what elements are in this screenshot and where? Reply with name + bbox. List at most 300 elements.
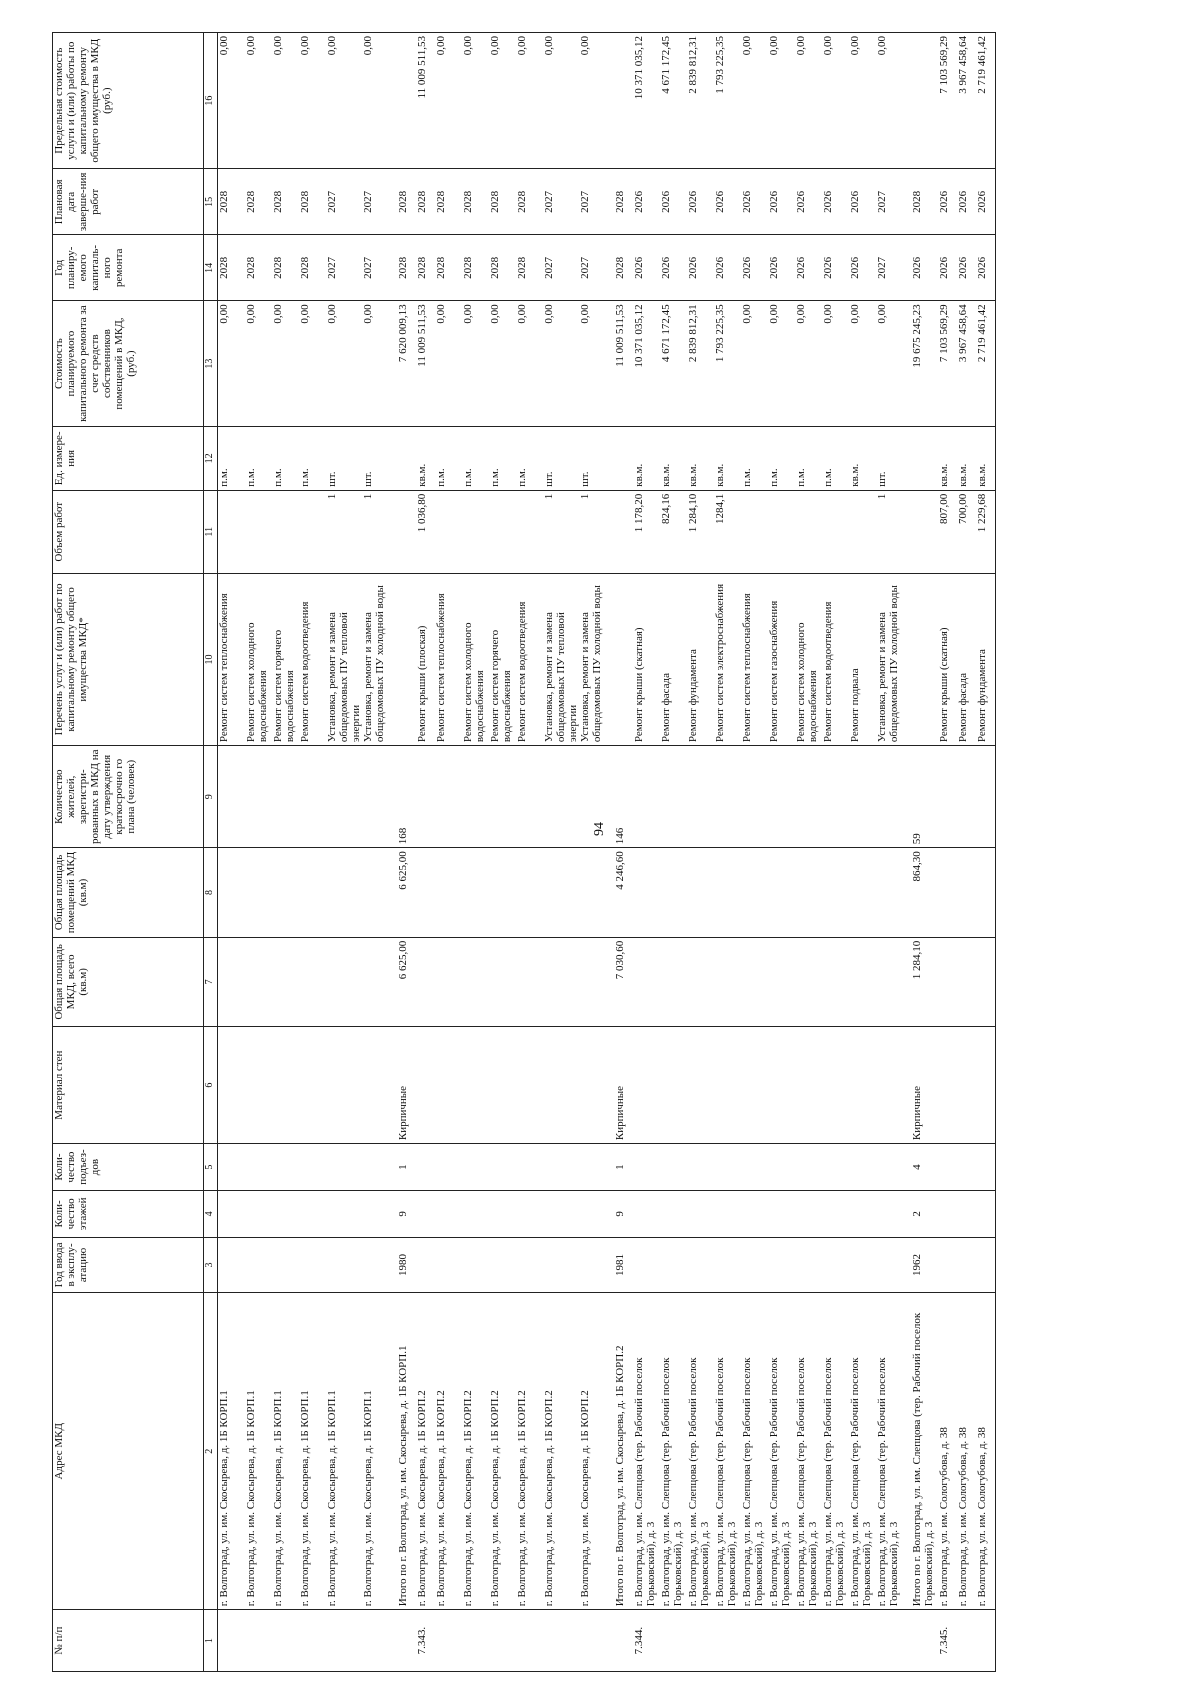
end-year-cell: 2026: [687, 169, 714, 235]
premises-area-cell: [660, 848, 687, 937]
residents-cell: [741, 746, 768, 848]
address-cell: г. Волгоград, ул. им. Слепцова (тер. Рабочий поселок Горьковский), д. 3: [768, 1293, 795, 1610]
premises-area-cell: 864,30: [911, 848, 938, 937]
plan-year-cell: 2027: [362, 235, 397, 301]
table-row: [245, 33, 272, 1672]
repair-plan-table: [52, 32, 996, 1672]
column-number: 2: [204, 1293, 218, 1610]
cost-cell: 19 675 245,23: [911, 301, 938, 427]
row-number: 7.343.: [416, 1610, 435, 1672]
limit-cost-cell: 0,00: [579, 33, 614, 169]
work-type-cell: Ремонт систем газоснабжения: [768, 573, 795, 745]
address-cell: г. Волгоград, ул. им. Скосырева, д. 1Б КОРП.2: [579, 1293, 614, 1610]
floors-cell: [876, 1190, 911, 1237]
floors-cell: 9: [397, 1190, 416, 1237]
table-row: [633, 33, 660, 1672]
year-built-cell: 1981: [614, 1237, 633, 1292]
work-volume-cell: [462, 490, 489, 573]
unit-cell: п.м.: [822, 426, 849, 490]
address-cell: г. Волгоград, ул. им. Слепцова (тер. Рабочий поселок Горьковский), д. 3: [741, 1293, 768, 1610]
table-row: [579, 33, 614, 1672]
end-year-cell: 2026: [976, 169, 996, 235]
end-year-cell: 2028: [245, 169, 272, 235]
total-area-cell: [362, 937, 397, 1026]
total-area-cell: [462, 937, 489, 1026]
unit-cell: п.м.: [245, 426, 272, 490]
plan-year-cell: 2028: [516, 235, 543, 301]
limit-cost-cell: 0,00: [543, 33, 579, 169]
floors-cell: [957, 1190, 976, 1237]
address-cell: г. Волгоград, ул. им. Сологубова, д. 38: [938, 1293, 957, 1610]
work-volume-cell: [768, 490, 795, 573]
year-built-cell: [714, 1237, 741, 1292]
premises-area-cell: [687, 848, 714, 937]
entrances-cell: [416, 1144, 435, 1191]
row-number: [876, 1610, 911, 1672]
year-built-cell: [849, 1237, 876, 1292]
limit-cost-cell: 0,00: [516, 33, 543, 169]
address-cell: г. Волгоград, ул. им. Скосырева, д. 1Б КОРП.2: [489, 1293, 516, 1610]
work-volume-cell: [516, 490, 543, 573]
unit-cell: шт.: [876, 426, 911, 490]
wall-material-cell: [218, 1027, 246, 1144]
limit-cost-cell: 0,00: [849, 33, 876, 169]
premises-area-cell: [795, 848, 822, 937]
entrances-cell: [795, 1144, 822, 1191]
residents-cell: [876, 746, 911, 848]
work-type-cell: Ремонт фундамента: [687, 573, 714, 745]
address-cell: г. Волгоград, ул. им. Скосырева, д. 1Б КОРП.1: [218, 1293, 246, 1610]
wall-material-cell: [245, 1027, 272, 1144]
plan-year-cell: 2027: [579, 235, 614, 301]
cost-cell: 0,00: [543, 301, 579, 427]
year-built-cell: [579, 1237, 614, 1292]
limit-cost-cell: 0,00: [245, 33, 272, 169]
column-number: 3: [204, 1237, 218, 1292]
cost-cell: 0,00: [299, 301, 326, 427]
year-built-cell: [543, 1237, 579, 1292]
work-type-cell: Установка, ремонт и замена общедомовых ПУ тепловой энергии: [543, 573, 579, 745]
year-built-cell: [435, 1237, 462, 1292]
total-area-cell: [489, 937, 516, 1026]
wall-material-cell: [957, 1027, 976, 1144]
cost-cell: 0,00: [795, 301, 822, 427]
plan-year-cell: 2028: [218, 235, 246, 301]
residents-cell: [272, 746, 299, 848]
unit-cell: п.м.: [516, 426, 543, 490]
floors-cell: [849, 1190, 876, 1237]
row-number: [768, 1610, 795, 1672]
residents-cell: [633, 746, 660, 848]
work-volume-cell: 1284,1: [714, 490, 741, 573]
row-number: [362, 1610, 397, 1672]
address-cell: Итого по г. Волгоград, ул. им. Скосырева, д. 1Б КОРП.2: [614, 1293, 633, 1610]
address-cell: г. Волгоград, ул. им. Слепцова (тер. Рабочий поселок Горьковский), д. 3: [849, 1293, 876, 1610]
plan-year-cell: 2028: [245, 235, 272, 301]
entrances-cell: 4: [911, 1144, 938, 1191]
limit-cost-cell: 0,00: [795, 33, 822, 169]
plan-year-cell: 2026: [822, 235, 849, 301]
unit-cell: п.м.: [741, 426, 768, 490]
premises-area-cell: [957, 848, 976, 937]
work-type-cell: Ремонт фасада: [660, 573, 687, 745]
total-area-cell: [938, 937, 957, 1026]
table-row: [822, 33, 849, 1672]
total-area-cell: [543, 937, 579, 1026]
entrances-cell: [714, 1144, 741, 1191]
end-year-cell: 2028: [416, 169, 435, 235]
header-cell: Количество жителей, зарегистри-рованных в МКД на дату утверждения краткосрочно го плана (человек): [53, 746, 204, 848]
year-built-cell: [362, 1237, 397, 1292]
residents-cell: [462, 746, 489, 848]
end-year-cell: 2028: [272, 169, 299, 235]
year-built-cell: [822, 1237, 849, 1292]
table-row: [462, 33, 489, 1672]
unit-cell: п.м.: [272, 426, 299, 490]
address-cell: г. Волгоград, ул. им. Скосырева, д. 1Б КОРП.1: [299, 1293, 326, 1610]
limit-cost-cell: 0,00: [876, 33, 911, 169]
table-row: [976, 33, 996, 1672]
premises-area-cell: [516, 848, 543, 937]
floors-cell: [938, 1190, 957, 1237]
entrances-cell: [245, 1144, 272, 1191]
work-volume-cell: [795, 490, 822, 573]
unit-cell: кв.м.: [714, 426, 741, 490]
header-cell: Ед. измере-ния: [53, 426, 204, 490]
row-number: [543, 1610, 579, 1672]
table-row: [362, 33, 397, 1672]
total-area-cell: [416, 937, 435, 1026]
wall-material-cell: [822, 1027, 849, 1144]
premises-area-cell: [299, 848, 326, 937]
total-area-cell: [660, 937, 687, 1026]
address-cell: г. Волгоград, ул. им. Скосырева, д. 1Б КОРП.2: [516, 1293, 543, 1610]
cost-cell: 0,00: [876, 301, 911, 427]
wall-material-cell: [714, 1027, 741, 1144]
column-number: 12: [204, 426, 218, 490]
limit-cost-cell: [397, 33, 416, 169]
premises-area-cell: [245, 848, 272, 937]
entrances-cell: [768, 1144, 795, 1191]
residents-cell: [489, 746, 516, 848]
plan-year-cell: 2026: [911, 235, 938, 301]
work-volume-cell: [911, 490, 938, 573]
floors-cell: [218, 1190, 246, 1237]
wall-material-cell: Кирпичные: [397, 1027, 416, 1144]
table-row: [714, 33, 741, 1672]
cost-cell: 0,00: [768, 301, 795, 427]
residents-cell: 146: [614, 746, 633, 848]
table-row: [911, 33, 938, 1672]
table-row: [435, 33, 462, 1672]
column-number: 11: [204, 490, 218, 573]
wall-material-cell: [976, 1027, 996, 1144]
premises-area-cell: 4 246,60: [614, 848, 633, 937]
year-built-cell: [218, 1237, 246, 1292]
end-year-cell: 2027: [362, 169, 397, 235]
work-type-cell: [614, 573, 633, 745]
residents-cell: [362, 746, 397, 848]
residents-cell: [543, 746, 579, 848]
end-year-cell: 2028: [489, 169, 516, 235]
total-area-cell: [876, 937, 911, 1026]
table-row: [614, 33, 633, 1672]
row-number: [462, 1610, 489, 1672]
unit-cell: кв.м.: [957, 426, 976, 490]
floors-cell: [687, 1190, 714, 1237]
total-area-cell: 1 284,10: [911, 937, 938, 1026]
premises-area-cell: [462, 848, 489, 937]
address-cell: г. Волгоград, ул. им. Слепцова (тер. Рабочий поселок Горьковский), д. 3: [687, 1293, 714, 1610]
floors-cell: [795, 1190, 822, 1237]
address-cell: Итого по г. Волгоград, ул. им. Слепцова (тер. Рабочий поселок Горьковский), д. 3: [911, 1293, 938, 1610]
plan-year-cell: 2028: [272, 235, 299, 301]
entrances-cell: [462, 1144, 489, 1191]
floors-cell: [822, 1190, 849, 1237]
header-cell: Предельная стоимость услуги и (или) работы по капитальному ремонту общего имущества в МКД (руб.): [53, 33, 204, 169]
floors-cell: [362, 1190, 397, 1237]
entrances-cell: [633, 1144, 660, 1191]
column-number: 7: [204, 937, 218, 1026]
cost-cell: 7 620 009,13: [397, 301, 416, 427]
header-cell: Объем работ: [53, 490, 204, 573]
year-built-cell: [938, 1237, 957, 1292]
address-cell: г. Волгоград, ул. им. Слепцова (тер. Рабочий поселок Горьковский), д. 3: [660, 1293, 687, 1610]
limit-cost-cell: 0,00: [299, 33, 326, 169]
limit-cost-cell: [614, 33, 633, 169]
table-row: [876, 33, 911, 1672]
total-area-cell: [741, 937, 768, 1026]
work-volume-cell: 1: [579, 490, 614, 573]
limit-cost-cell: 0,00: [272, 33, 299, 169]
address-cell: г. Волгоград, ул. им. Скосырева, д. 1Б КОРП.1: [245, 1293, 272, 1610]
year-built-cell: [272, 1237, 299, 1292]
work-type-cell: Ремонт подвала: [849, 573, 876, 745]
unit-cell: кв.м.: [660, 426, 687, 490]
table-body: [218, 33, 996, 1672]
premises-area-cell: [218, 848, 246, 937]
wall-material-cell: [489, 1027, 516, 1144]
table-row: [795, 33, 822, 1672]
wall-material-cell: [435, 1027, 462, 1144]
end-year-cell: 2026: [795, 169, 822, 235]
entrances-cell: [660, 1144, 687, 1191]
header-cell: Общая площадь МКД, всего (кв.м): [53, 937, 204, 1026]
premises-area-cell: 6 625,00: [397, 848, 416, 937]
entrances-cell: [435, 1144, 462, 1191]
row-number: [660, 1610, 687, 1672]
end-year-cell: 2028: [614, 169, 633, 235]
total-area-cell: 6 625,00: [397, 937, 416, 1026]
table-row: [938, 33, 957, 1672]
unit-cell: [614, 426, 633, 490]
total-area-cell: [768, 937, 795, 1026]
work-type-cell: Установка, ремонт и замена общедомовых ПУ холодной воды: [876, 573, 911, 745]
year-built-cell: [976, 1237, 996, 1292]
header-cell: Перечень услуг и (или) работ по капитальному ремонту общего имущества МКД*: [53, 573, 204, 745]
unit-cell: шт.: [543, 426, 579, 490]
table-row: [397, 33, 416, 1672]
end-year-cell: 2027: [579, 169, 614, 235]
work-volume-cell: 1 178,20: [633, 490, 660, 573]
total-area-cell: [299, 937, 326, 1026]
limit-cost-cell: 0,00: [326, 33, 362, 169]
end-year-cell: 2027: [876, 169, 911, 235]
floors-cell: [462, 1190, 489, 1237]
limit-cost-cell: 3 967 458,64: [957, 33, 976, 169]
cost-cell: 3 967 458,64: [957, 301, 976, 427]
limit-cost-cell: 11 009 511,53: [416, 33, 435, 169]
entrances-cell: [976, 1144, 996, 1191]
work-volume-cell: 1 229,68: [976, 490, 996, 573]
wall-material-cell: [741, 1027, 768, 1144]
cost-cell: 0,00: [849, 301, 876, 427]
work-type-cell: Ремонт систем водоотведения: [516, 573, 543, 745]
cost-cell: 2 839 812,31: [687, 301, 714, 427]
table-row: [687, 33, 714, 1672]
work-type-cell: Установка, ремонт и замена общедомовых ПУ холодной воды: [579, 573, 614, 745]
table-row: [272, 33, 299, 1672]
premises-area-cell: [633, 848, 660, 937]
cost-cell: 0,00: [489, 301, 516, 427]
floors-cell: [741, 1190, 768, 1237]
row-number: [957, 1610, 976, 1672]
work-type-cell: [397, 573, 416, 745]
premises-area-cell: [741, 848, 768, 937]
residents-cell: [516, 746, 543, 848]
limit-cost-cell: 10 371 035,12: [633, 33, 660, 169]
year-built-cell: [876, 1237, 911, 1292]
residents-cell: [957, 746, 976, 848]
column-number: 10: [204, 573, 218, 745]
table-row: [741, 33, 768, 1672]
year-built-cell: [633, 1237, 660, 1292]
work-type-cell: Ремонт крыши (плоская): [416, 573, 435, 745]
year-built-cell: [768, 1237, 795, 1292]
cost-cell: 11 009 511,53: [416, 301, 435, 427]
work-volume-cell: 1 036,80: [416, 490, 435, 573]
plan-year-cell: 2027: [876, 235, 911, 301]
plan-year-cell: 2026: [633, 235, 660, 301]
plan-year-cell: 2028: [462, 235, 489, 301]
header-cell: Год ввода в эксплу-атацию: [53, 1237, 204, 1292]
column-number-row: [204, 33, 218, 1672]
row-number: [326, 1610, 362, 1672]
residents-cell: [822, 746, 849, 848]
unit-cell: кв.м.: [416, 426, 435, 490]
end-year-cell: 2027: [326, 169, 362, 235]
work-type-cell: Ремонт систем теплоснабжения: [218, 573, 246, 745]
year-built-cell: 1962: [911, 1237, 938, 1292]
entrances-cell: [687, 1144, 714, 1191]
end-year-cell: 2028: [397, 169, 416, 235]
unit-cell: шт.: [326, 426, 362, 490]
end-year-cell: 2028: [516, 169, 543, 235]
plan-year-cell: 2026: [938, 235, 957, 301]
address-cell: г. Волгоград, ул. им. Сологубова, д. 38: [957, 1293, 976, 1610]
limit-cost-cell: 2 839 812,31: [687, 33, 714, 169]
year-built-cell: [416, 1237, 435, 1292]
work-volume-cell: [272, 490, 299, 573]
total-area-cell: [714, 937, 741, 1026]
plan-year-cell: 2028: [489, 235, 516, 301]
entrances-cell: 1: [614, 1144, 633, 1191]
total-area-cell: [795, 937, 822, 1026]
row-number: [976, 1610, 996, 1672]
column-number: 1: [204, 1610, 218, 1672]
work-volume-cell: [614, 490, 633, 573]
residents-cell: [218, 746, 246, 848]
total-area-cell: [822, 937, 849, 1026]
work-type-cell: Ремонт систем электроснабжения: [714, 573, 741, 745]
header-cell: Коли-чество подъез-дов: [53, 1144, 204, 1191]
address-cell: г. Волгоград, ул. им. Скосырева, д. 1Б КОРП.2: [416, 1293, 435, 1610]
row-number: [822, 1610, 849, 1672]
address-cell: г. Волгоград, ул. им. Слепцова (тер. Рабочий поселок Горьковский), д. 3: [876, 1293, 911, 1610]
limit-cost-cell: 0,00: [768, 33, 795, 169]
cost-cell: 2 719 461,42: [976, 301, 996, 427]
residents-cell: 59: [911, 746, 938, 848]
cost-cell: 0,00: [218, 301, 246, 427]
work-type-cell: Установка, ремонт и замена общедомовых ПУ холодной воды: [362, 573, 397, 745]
row-number: [849, 1610, 876, 1672]
limit-cost-cell: 7 103 569,29: [938, 33, 957, 169]
entrances-cell: [938, 1144, 957, 1191]
plan-year-cell: 2026: [957, 235, 976, 301]
total-area-cell: [245, 937, 272, 1026]
total-area-cell: [633, 937, 660, 1026]
row-number: [516, 1610, 543, 1672]
header-cell: Адрес МКД: [53, 1293, 204, 1610]
total-area-cell: [687, 937, 714, 1026]
residents-cell: 168: [397, 746, 416, 848]
total-area-cell: [516, 937, 543, 1026]
cost-cell: 1 793 225,35: [714, 301, 741, 427]
table-row: [326, 33, 362, 1672]
end-year-cell: 2026: [849, 169, 876, 235]
header-cell: Коли-чество этажей: [53, 1190, 204, 1237]
address-cell: г. Волгоград, ул. им. Слепцова (тер. Рабочий поселок Горьковский), д. 3: [795, 1293, 822, 1610]
address-cell: г. Волгоград, ул. им. Сологубова, д. 38: [976, 1293, 996, 1610]
work-volume-cell: 1: [543, 490, 579, 573]
residents-cell: [976, 746, 996, 848]
work-volume-cell: [397, 490, 416, 573]
plan-year-cell: 2028: [416, 235, 435, 301]
year-built-cell: [516, 1237, 543, 1292]
premises-area-cell: [976, 848, 996, 937]
end-year-cell: 2026: [741, 169, 768, 235]
end-year-cell: 2028: [435, 169, 462, 235]
unit-cell: кв.м.: [938, 426, 957, 490]
end-year-cell: 2027: [543, 169, 579, 235]
plan-year-cell: 2026: [660, 235, 687, 301]
wall-material-cell: [579, 1027, 614, 1144]
row-number: [911, 1610, 938, 1672]
entrances-cell: [516, 1144, 543, 1191]
floors-cell: [299, 1190, 326, 1237]
work-type-cell: Установка, ремонт и замена общедомовых ПУ тепловой энергии: [326, 573, 362, 745]
cost-cell: 0,00: [326, 301, 362, 427]
year-built-cell: [741, 1237, 768, 1292]
entrances-cell: [362, 1144, 397, 1191]
row-number: [299, 1610, 326, 1672]
unit-cell: п.м.: [462, 426, 489, 490]
work-type-cell: [911, 573, 938, 745]
plan-year-cell: 2027: [543, 235, 579, 301]
year-built-cell: [245, 1237, 272, 1292]
cost-cell: 0,00: [462, 301, 489, 427]
plan-year-cell: 2026: [687, 235, 714, 301]
